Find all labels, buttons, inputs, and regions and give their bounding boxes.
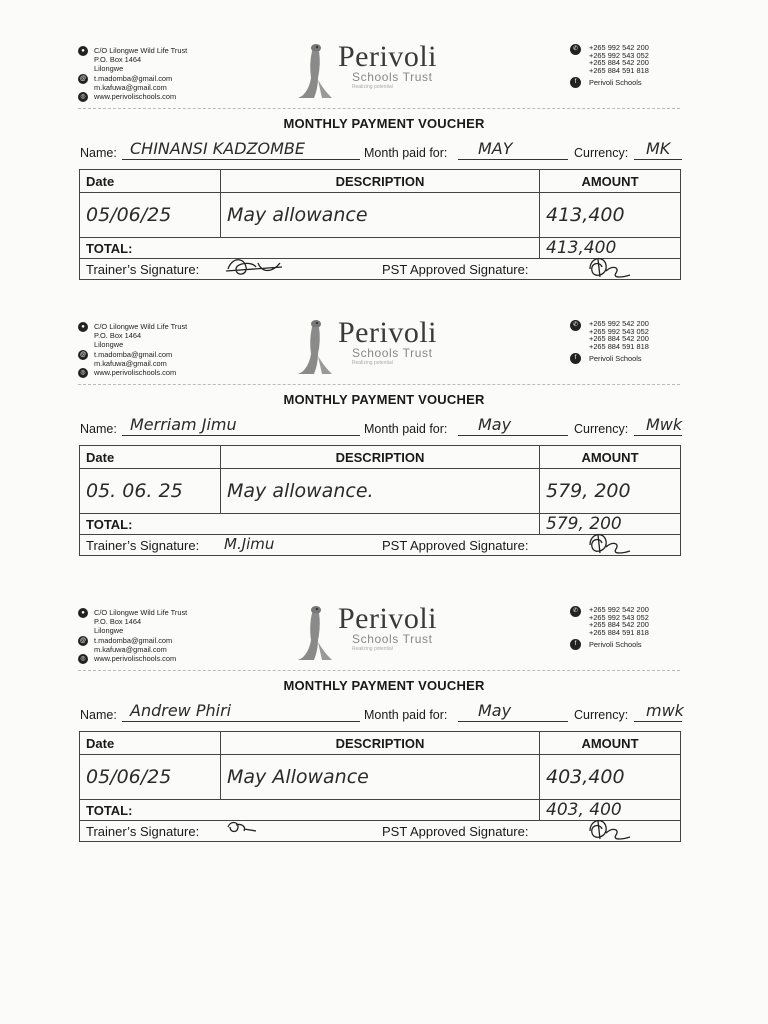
voucher-table — [79, 731, 681, 842]
pst-signature-label: PST Approved Signature: — [382, 824, 529, 839]
phone-icon: ✆ — [570, 606, 581, 617]
month-value: MAY — [478, 139, 513, 158]
phone-number: +265 992 543 052 — [589, 326, 649, 336]
address-line: Lilongwe — [94, 64, 124, 74]
signature-row — [80, 535, 681, 556]
currency-label: Currency: — [574, 422, 629, 436]
divider — [78, 384, 680, 385]
signature-row — [80, 821, 681, 842]
brand-tagline: Realizing potential — [352, 360, 393, 366]
voucher-title: MONTHLY PAYMENT VOUCHER — [283, 116, 485, 131]
month-label: Month paid for: — [364, 708, 448, 722]
letterhead — [0, 316, 768, 382]
phone-number: +265 884 542 200 — [589, 58, 649, 68]
facebook-icon: f — [570, 639, 581, 650]
total-label: TOTAL: — [80, 800, 540, 821]
currency-label: Currency: — [574, 708, 629, 722]
pst-signature-label: PST Approved Signature: — [382, 538, 529, 553]
amount-header: AMOUNT — [540, 732, 681, 755]
phone-number: +265 992 542 200 — [589, 319, 649, 328]
amount-header: AMOUNT — [540, 170, 681, 193]
phone-icon: ✆ — [570, 44, 581, 55]
email-address: t.madomba@gmail.com — [94, 73, 173, 83]
date-value: 05. 06. 25 — [86, 480, 183, 502]
phone-icon: ✆ — [570, 320, 581, 331]
date-header: Date — [80, 170, 221, 193]
brand-name: Perivoli — [338, 602, 437, 635]
description-header: DESCRIPTION — [221, 170, 540, 193]
address-line: C/O Lilongwe Wild Life Trust — [94, 46, 188, 55]
brand-tagline: Realizing potential — [352, 646, 393, 652]
address-line: Lilongwe — [94, 626, 124, 636]
address-line: P.O. Box 1464 — [94, 617, 142, 627]
location-icon: ● — [78, 608, 88, 618]
divider — [78, 670, 680, 671]
location-icon: ● — [78, 46, 88, 56]
perivoli-logo — [292, 316, 437, 378]
meerkat-icon — [292, 40, 334, 102]
address-line: C/O Lilongwe Wild Life Trust — [94, 608, 188, 617]
meerkat-icon — [292, 602, 334, 664]
amount-value: 403,400 — [546, 766, 625, 788]
name-row — [80, 702, 684, 724]
trainer-signature-label: Trainer’s Signature: — [86, 824, 200, 839]
description-header: DESCRIPTION — [221, 446, 540, 469]
month-field — [458, 141, 568, 160]
facebook-page: Perivoli Schools — [589, 640, 642, 650]
trainer-signature-text: M.Jimu — [224, 535, 275, 553]
phone-number: +265 992 543 052 — [589, 50, 649, 60]
voucher-table — [79, 169, 681, 280]
description-value: May allowance — [227, 204, 368, 226]
total-value: 413,400 — [546, 238, 617, 258]
signature-row — [80, 259, 681, 280]
brand-subtitle: Schools Trust — [352, 346, 433, 360]
trainer-signature — [222, 815, 292, 845]
currency-value: mwk — [646, 701, 684, 720]
payment-voucher — [0, 316, 768, 553]
contact-right — [570, 606, 649, 650]
month-label: Month paid for: — [364, 146, 448, 160]
website: www.perivolischools.com — [94, 368, 177, 378]
phone-number: +265 884 542 200 — [589, 334, 649, 344]
payment-voucher — [0, 602, 768, 839]
month-value: May — [478, 415, 512, 434]
email-address: m.kafuwa@gmail.com — [94, 644, 167, 654]
date-value: 05/06/25 — [86, 204, 172, 226]
phone-number: +265 884 542 200 — [589, 620, 649, 630]
name-value: Andrew Phiri — [130, 701, 232, 720]
voucher-table — [79, 445, 681, 556]
address-line: P.O. Box 1464 — [94, 55, 142, 65]
amount-value: 413,400 — [546, 204, 625, 226]
pst-signature — [580, 813, 640, 845]
email-icon: @ — [79, 637, 87, 644]
phone-number: +265 992 543 052 — [589, 612, 649, 622]
location-icon: ● — [78, 322, 88, 332]
globe-icon: ◎ — [78, 368, 88, 378]
address-line: C/O Lilongwe Wild Life Trust — [94, 322, 188, 331]
date-header: Date — [80, 446, 221, 469]
payment-voucher — [0, 40, 768, 277]
month-field — [458, 417, 568, 436]
description-value: May allowance. — [227, 480, 374, 502]
name-label: Name: — [80, 146, 117, 160]
phone-number: +265 884 591 818 — [589, 341, 649, 351]
contact-right — [570, 44, 649, 88]
trainer-signature-label: Trainer’s Signature: — [86, 538, 200, 553]
email-address: m.kafuwa@gmail.com — [94, 358, 167, 368]
email-address: m.kafuwa@gmail.com — [94, 82, 167, 92]
contact-left — [78, 46, 187, 102]
total-value: 579, 200 — [546, 514, 622, 534]
total-label: TOTAL: — [80, 514, 540, 535]
name-row — [80, 416, 684, 438]
letterhead — [0, 40, 768, 106]
currency-value: MK — [646, 139, 671, 158]
description-value: May Allowance — [227, 766, 369, 788]
currency-value: Mwk — [646, 415, 683, 434]
brand-name: Perivoli — [338, 40, 437, 73]
total-value: 403, 400 — [546, 800, 622, 820]
perivoli-logo — [292, 40, 437, 102]
month-field — [458, 703, 568, 722]
address-line: Lilongwe — [94, 340, 124, 350]
amount-header: AMOUNT — [540, 446, 681, 469]
pst-signature — [580, 251, 640, 283]
date-value: 05/06/25 — [86, 766, 172, 788]
facebook-page: Perivoli Schools — [589, 354, 642, 364]
trainer-signature — [222, 253, 292, 283]
name-value: Merriam Jimu — [130, 415, 237, 434]
contact-left — [78, 322, 187, 378]
divider — [78, 108, 680, 109]
globe-icon: ◎ — [78, 92, 88, 102]
trainer-signature-label: Trainer’s Signature: — [86, 262, 200, 277]
pst-signature-label: PST Approved Signature: — [382, 262, 529, 277]
brand-name: Perivoli — [338, 316, 437, 349]
perivoli-logo — [292, 602, 437, 664]
website: www.perivolischools.com — [94, 654, 177, 664]
meerkat-icon — [292, 316, 334, 378]
email-icon: @ — [79, 75, 87, 82]
name-row — [80, 140, 684, 162]
brand-subtitle: Schools Trust — [352, 632, 433, 646]
facebook-icon: f — [570, 353, 581, 364]
brand-tagline: Realizing potential — [352, 84, 393, 90]
brand-subtitle: Schools Trust — [352, 70, 433, 84]
name-value: CHINANSI KADZOMBE — [130, 139, 305, 158]
currency-label: Currency: — [574, 146, 629, 160]
phone-number: +265 884 591 818 — [589, 65, 649, 75]
phone-number: +265 992 542 200 — [589, 43, 649, 52]
amount-value: 579, 200 — [546, 480, 631, 502]
voucher-title: MONTHLY PAYMENT VOUCHER — [283, 392, 485, 407]
facebook-page: Perivoli Schools — [589, 78, 642, 88]
month-value: May — [478, 701, 512, 720]
contact-left — [78, 608, 187, 664]
voucher-title: MONTHLY PAYMENT VOUCHER — [283, 678, 485, 693]
name-label: Name: — [80, 422, 117, 436]
email-address: t.madomba@gmail.com — [94, 349, 173, 359]
phone-number: +265 992 542 200 — [589, 605, 649, 614]
email-icon: @ — [79, 351, 87, 358]
phone-number: +265 884 591 818 — [589, 627, 649, 637]
month-label: Month paid for: — [364, 422, 448, 436]
letterhead — [0, 602, 768, 668]
total-label: TOTAL: — [80, 238, 540, 259]
globe-icon: ◎ — [78, 654, 88, 664]
website: www.perivolischools.com — [94, 92, 177, 102]
contact-right — [570, 320, 649, 364]
date-header: Date — [80, 732, 221, 755]
address-line: P.O. Box 1464 — [94, 331, 142, 341]
name-label: Name: — [80, 708, 117, 722]
facebook-icon: f — [570, 77, 581, 88]
email-address: t.madomba@gmail.com — [94, 635, 173, 645]
trainer-signature — [222, 529, 292, 559]
description-header: DESCRIPTION — [221, 732, 540, 755]
pst-signature — [580, 527, 640, 559]
